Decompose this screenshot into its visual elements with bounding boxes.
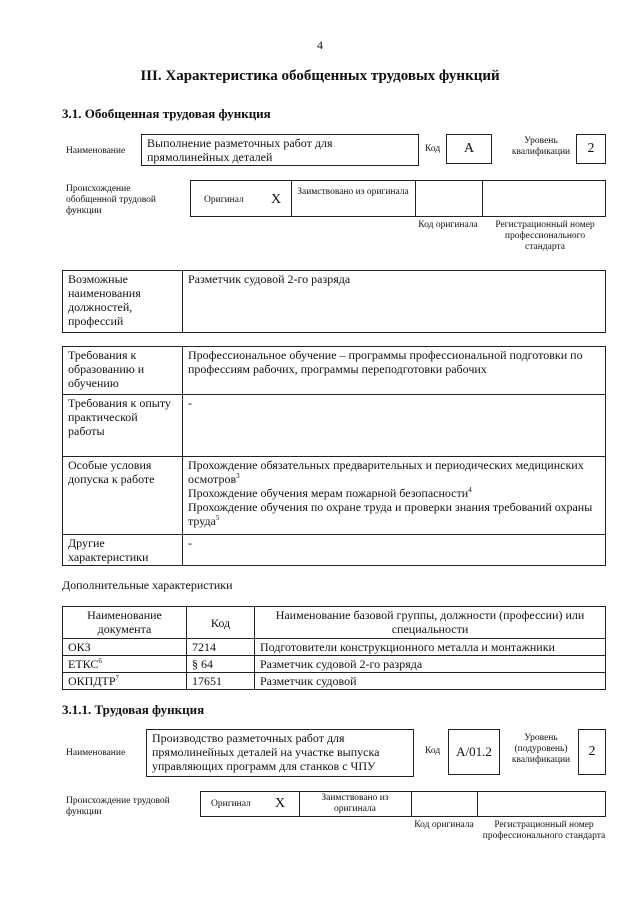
req-admission-line: Прохождение обучения по охране труда и проверки знания требований охраны труда$^5$ [188, 500, 593, 528]
req-experience-label: Требования к опыту практической работы [63, 395, 183, 457]
table-header-row [63, 607, 606, 639]
req-admission-label: Особые условия допуска к работе [63, 457, 183, 535]
additional-code-cell: § 64 [187, 656, 255, 673]
positions-table [62, 270, 606, 333]
gtf-level-value: 2 [576, 134, 606, 164]
gtf-reg-number-label: Регистрационный номер профессионального стандарта [495, 220, 595, 252]
divider [477, 792, 478, 816]
req-admission-value [183, 457, 606, 535]
additional-header-doc: Наименование документа [63, 607, 187, 639]
tf-borrowed-label: Заимствовано из оригинала [321, 793, 389, 814]
tf-origin-frame [200, 791, 606, 817]
req-admission-line: Прохождение обучения мерам пожарной безопасности$^4$ [188, 486, 472, 500]
tf-original-label: Оригинал [211, 799, 251, 809]
req-experience-value: - [183, 395, 606, 457]
table-row [63, 656, 606, 673]
additional-name-cell: Разметчик судовой [255, 673, 606, 690]
table-row [63, 395, 606, 457]
req-education-label: Требования к образованию и обучению [63, 347, 183, 395]
additional-name-cell: Разметчик судовой 2-го разряда [255, 656, 606, 673]
tf-code-value: A/01.2 [448, 729, 500, 775]
table-row [63, 535, 606, 566]
divider [291, 181, 292, 216]
tf-origin-label: Происхождение трудовой функции [66, 796, 170, 817]
req-admission-line: Прохождение обязательных предварительных и периодических медицинских осмотров$^3$ [188, 458, 584, 486]
gtf-borrowed-label: Заимствовано из оригинала [297, 187, 409, 197]
gtf-name-value: Выполнение разметочных работ для прямолинейных деталей [141, 134, 419, 166]
req-education-value: Профессиональное обучение – программы профессиональной подготовки по профессиям рабочих, программы переподготовки рабочих [183, 347, 606, 395]
tf-origin-code-label: Код оригинала [414, 820, 474, 830]
tf-original-mark: X [274, 796, 286, 811]
req-other-value: - [183, 535, 606, 566]
tf-code-label: Код [425, 746, 441, 756]
table-row [63, 347, 606, 395]
additional-code-cell: 7214 [187, 639, 255, 656]
additional-doc-cell: ЕТКС$^6$ [63, 656, 187, 673]
gtf-name-label: Наименование [66, 146, 126, 156]
additional-doc-cell: ОКПДТР$^7$ [63, 673, 187, 690]
table-row [63, 639, 606, 656]
tf-name-label: Наименование [66, 748, 126, 758]
additional-table [62, 606, 606, 690]
gtf-heading: 3.1. Обобщенная трудовая функция [62, 106, 271, 121]
tf-reg-number-label: Регистрационный номер профессионального стандарта [482, 820, 606, 841]
gtf-origin-frame [190, 180, 606, 217]
tf-level-value: 2 [578, 729, 606, 775]
divider [411, 792, 412, 816]
gtf-code-value: A [446, 134, 492, 164]
additional-header-code: Код [187, 607, 255, 639]
divider [415, 181, 416, 216]
tf-level-label: Уровень (подуровень) квалификации [511, 733, 571, 765]
gtf-origin-code-label: Код оригинала [418, 220, 478, 230]
tf-heading: 3.1.1. Трудовая функция [62, 702, 205, 717]
additional-name-cell: Подготовители конструкционного металла и монтажники [255, 639, 606, 656]
gtf-original-label: Оригинал [204, 195, 244, 205]
table-row [63, 457, 606, 535]
requirements-table [62, 346, 606, 566]
gtf-level-label: Уровень квалификации [511, 136, 571, 157]
gtf-origin-label: Происхождение обобщенной трудовой функции [66, 184, 156, 216]
additional-code-cell: 17651 [187, 673, 255, 690]
gtf-original-mark: X [270, 192, 282, 207]
req-other-label: Другие характеристики [63, 535, 183, 566]
additional-header-name: Наименование базовой группы, должности (профессии) или специальности [255, 607, 606, 639]
page-number: 4 [317, 38, 323, 52]
table-row [63, 271, 606, 333]
section-title: III. Характеристика обобщенных трудовых функций [140, 68, 500, 84]
additional-heading: Дополнительные характеристики [62, 578, 233, 592]
divider [299, 792, 300, 816]
divider [482, 181, 483, 216]
gtf-code-label: Код [425, 144, 441, 154]
positions-value: Разметчик судовой 2-го разряда [183, 271, 606, 333]
additional-doc-cell: ОКЗ [63, 639, 187, 656]
tf-name-value: Производство разметочных работ для прямолинейных деталей на участке выпуска управляющих программ для станков с ЧПУ [146, 729, 414, 777]
positions-label: Возможные наименования должностей, профессий [63, 271, 183, 333]
table-row [63, 673, 606, 690]
